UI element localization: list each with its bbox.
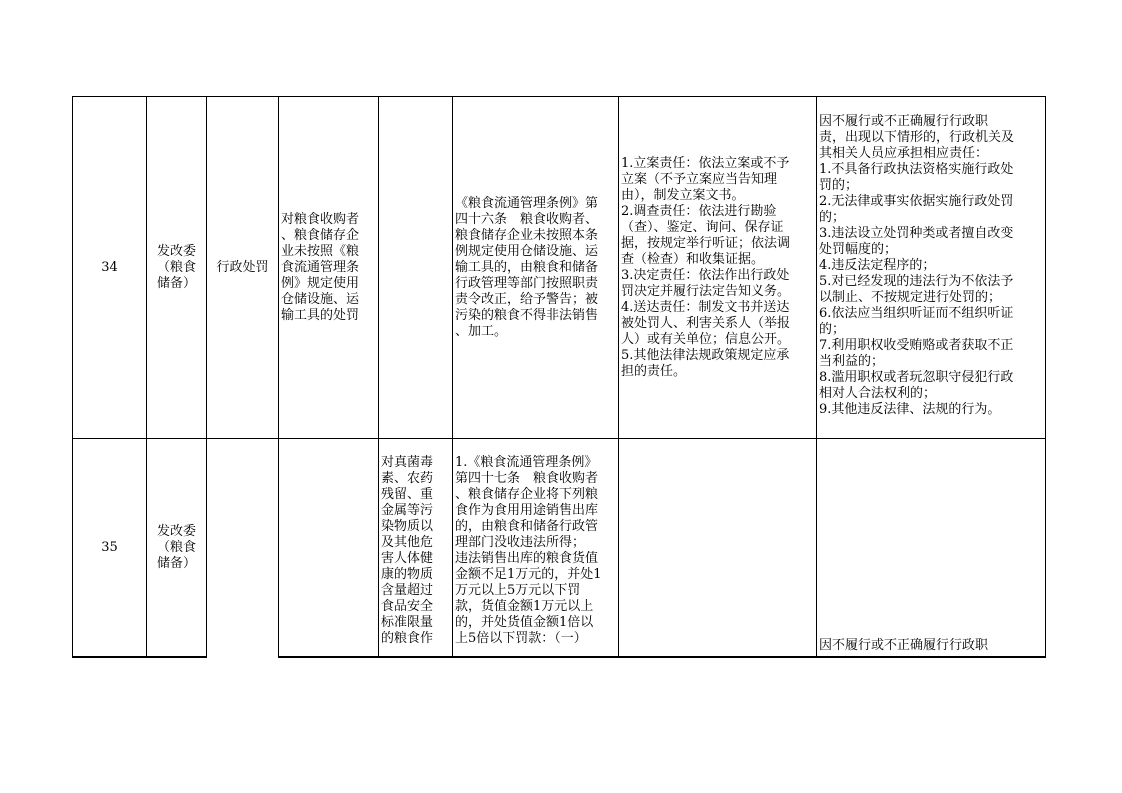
row-number-cell: [72, 96, 146, 439]
sub-item-cell: [378, 439, 452, 658]
responsibility-text: 1.立案责任：依法立案或不予 立案（不予立案应当告知理 由），制发立案文书。 2.调查责任：依法进行勘验 （查）、鉴定、询问、保存证 据，按规定举行听证；依法调 查（检查）和收集证据。 3.决定责任：依法作出行政处 罚决定并履行法定告知义务。 4.送达责任：制发文书并送达 被处罚人、利害关系人（举报 人）或有关单位；信息公开。 5.其他法律法规政策规定应承 担的责任。: [621, 155, 791, 379]
legal-basis-cell: [452, 439, 618, 658]
category-cell: [206, 439, 278, 658]
table-row: [72, 439, 1046, 658]
accountability-cell: [816, 439, 1046, 658]
item-name-cell: [278, 439, 378, 658]
legal-basis: 《粮食流通管理条例》第 四十六条 粮食收购者、 粮食储存企业未按照本条 例规定使用仓储设施、运 输工具的，由粮食和储备 行政管理等部门按照职责 责令改正，给予警告；被 污染的粮食不得非法销售 、加工。: [455, 195, 599, 339]
department: 发改委 （粮食 储备）: [156, 243, 196, 291]
table-row: [72, 96, 1046, 439]
category-cell: [206, 96, 278, 439]
responsibility-cell: [618, 96, 816, 439]
legal-basis: 1.《粮食流通管理条例》 第四十七条 粮食收购者 、粮食储存企业将下列粮 食作为食用用途销售出库 的，由粮食和储备行政管 理部门没收违法所得； 违法销售出库的粮食货值 金额不足1万元的，并处1 万元以上5万元以下罚 款，货值金额1万元以上 的，并处货值金额1倍以 上5倍以下罚款：（一）: [455, 455, 602, 646]
row-number-cell: [72, 439, 146, 658]
department-cell: [146, 96, 206, 439]
item-name: 对粮食收购者 、粮食储存企 业未按照《粮 食流通管理条 例》规定使用 仓储设施、运 输工具的处罚: [281, 211, 360, 323]
row-number: 35: [101, 539, 118, 555]
department-cell: [146, 439, 206, 658]
responsibility-cell: [618, 439, 816, 658]
accountability-text: 因不履行或不正确履行行政职 责，出现以下情形的，行政机关及 其相关人员应承担相应责任： 1.不具备行政执法资格实施行政处 罚的； 2.无法律或事实依据实施行政处罚 的； 3.违法设立处罚种类或者擅自改变 处罚幅度的； 4.违反法定程序的； 5.对已经发现的违法行为不依法予 以制止、不按规定进行处罚的； 6.依法应当组织听证而不组织听证 的； 7.利用职权收受贿赂或者获取不正 当利益的； 8.滥用职权或者玩忽职守侵犯行政 相对人合法权利的； 9.其他违反法律、法规的行为。: [819, 114, 1015, 417]
sub-item-cell: [378, 96, 452, 439]
department: 发改委 （粮食 储备）: [156, 523, 196, 571]
legal-basis-cell: [452, 96, 618, 439]
sub-item: 对真菌毒 素、农药 残留、重 金属等污 染物质以 及其他危 害人体健 康的物质 含量超过 食品安全 标准限量 的粮食作: [381, 455, 434, 646]
enforcement-table: [72, 96, 1046, 658]
item-name-cell: [278, 96, 378, 439]
row-number: 34: [101, 259, 118, 275]
category: 行政处罚: [216, 259, 269, 275]
accountability-cell: [816, 96, 1046, 439]
accountability-text: 因不履行或不正确履行行政职: [819, 638, 989, 653]
